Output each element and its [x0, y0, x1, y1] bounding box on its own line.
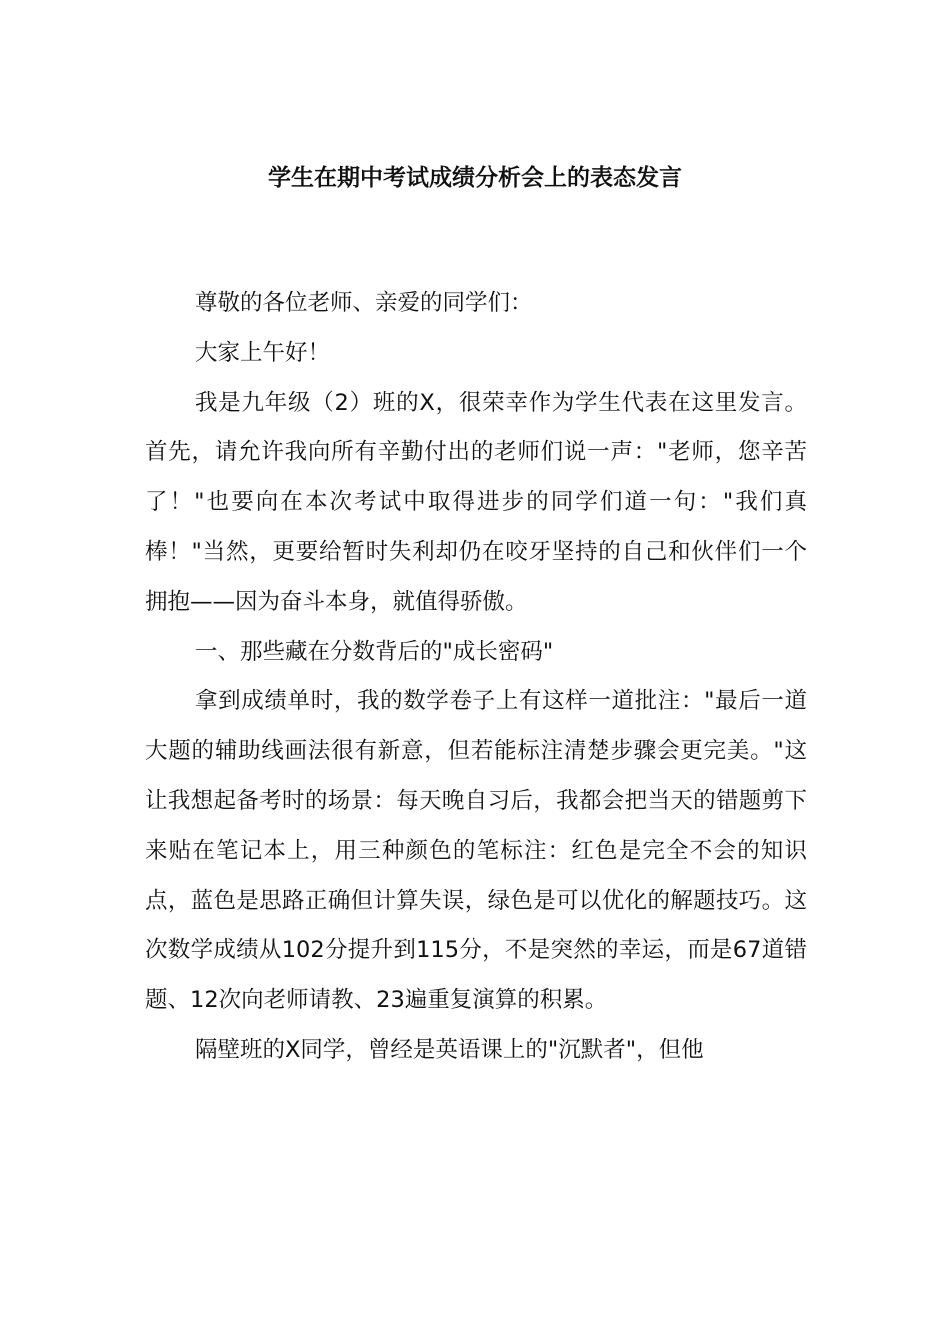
section-heading: 一、那些藏在分数背后的"成长密码" — [195, 638, 554, 665]
greeting-paragraph: 大家上午好！ — [195, 339, 331, 366]
body-paragraph: 隔壁班的X同学，曾经是英语课上的"沉默者"，但他 — [195, 1036, 704, 1063]
introduction-paragraph: 我是九年级（2）班的X，很荣幸作为学生代表在这里发言。首先，请允许我向所有辛勤付出的老师们说一声："老师，您辛苦了！"也要向在本次考试中取得进步的同学们道一句："我们真棒！"当然，更要给暂时失利却仍在咬牙坚持的自己和伙伴们一个拥抱——因为奋斗本身，就值得骄傲。 — [145, 389, 807, 615]
document-body — [145, 279, 807, 1076]
salutation-paragraph: 尊敬的各位老师、亲爱的同学们： — [195, 290, 533, 316]
document-title: 学生在期中考试成绩分析会上的表态发言 — [268, 165, 682, 191]
body-paragraph: 拿到成绩单时，我的数学卷子上有这样一道批注："最后一道大题的辅助线画法很有新意，但若能标注清楚步骤会更完美。"这让我想起备考时的场景：每天晚自习后，我都会把当天的错题剪下来贴在笔记本上，用三种颜色的笔标注：红色是完全不会的知识点，蓝色是思路正确但计算失误，绿色是可以优化的解题技巧。这次数学成绩从102分提升到115分，不是突然的幸运，而是67道错题、12次向老师请教、23遍重复演算的积累。 — [145, 688, 807, 1014]
